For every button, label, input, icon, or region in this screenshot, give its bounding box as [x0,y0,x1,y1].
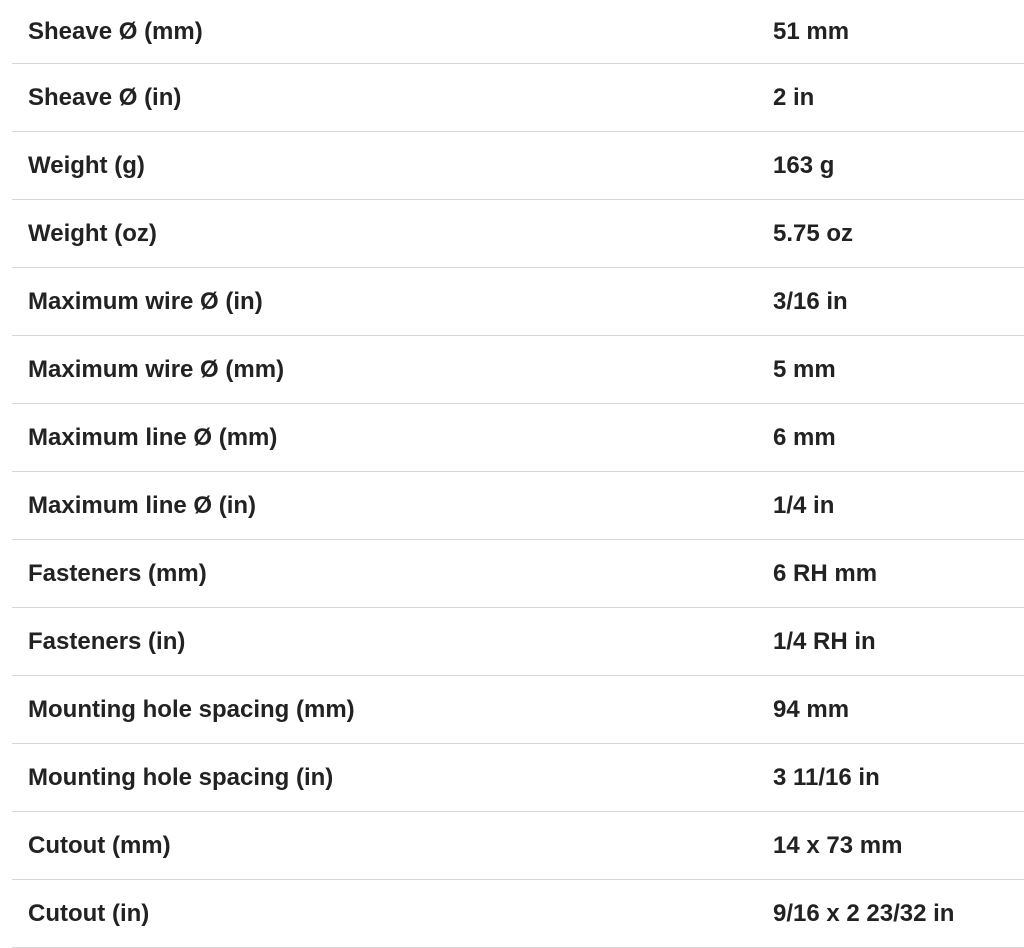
spec-label: Mounting hole spacing (in) [28,763,334,791]
spec-row-max-line-diameter-mm [12,404,1024,472]
spec-label: Maximum wire Ø (in) [28,287,263,315]
spec-row-weight-oz [12,200,1024,268]
spec-label: Maximum wire Ø (mm) [28,355,285,383]
spec-value: 94 mm [773,695,850,723]
spec-row-cutout-mm [12,812,1024,880]
spec-value: 51 mm [773,17,850,45]
spec-value: 3/16 in [773,287,848,315]
spec-label: Weight (oz) [28,219,157,247]
spec-label: Fasteners (in) [28,627,186,655]
spec-row-weight-g [12,132,1024,200]
spec-value: 3 11/16 in [773,763,880,791]
spec-value: 6 mm [773,423,836,451]
spec-value: 163 g [773,151,835,179]
spec-value: 1/4 RH in [773,627,876,655]
spec-label: Sheave Ø (mm) [28,17,203,45]
spec-label: Maximum line Ø (in) [28,491,257,519]
specifications-table [12,0,1024,948]
spec-value: 1/4 in [773,491,835,519]
spec-row-fasteners-in [12,608,1024,676]
spec-row-max-wire-diameter-mm [12,336,1024,404]
spec-label: Fasteners (mm) [28,559,207,587]
spec-label: Weight (g) [28,151,145,179]
spec-value: 5 mm [773,355,836,383]
spec-value: 9/16 x 2 23/32 in [773,899,955,927]
spec-label: Mounting hole spacing (mm) [28,695,355,723]
spec-row-max-wire-diameter-in [12,268,1024,336]
spec-row-cutout-in [12,880,1024,948]
spec-value: 14 x 73 mm [773,831,903,859]
spec-label: Cutout (mm) [28,831,171,859]
spec-value: 5.75 oz [773,219,854,247]
spec-value: 2 in [773,83,815,111]
spec-row-mounting-hole-spacing-mm [12,676,1024,744]
spec-row-max-line-diameter-in [12,472,1024,540]
spec-label: Sheave Ø (in) [28,83,182,111]
spec-label: Cutout (in) [28,899,150,927]
spec-row-mounting-hole-spacing-in [12,744,1024,812]
spec-row-fasteners-mm [12,540,1024,608]
spec-row-sheave-diameter-in [12,64,1024,132]
spec-value: 6 RH mm [773,559,878,587]
spec-label: Maximum line Ø (mm) [28,423,278,451]
spec-row-sheave-diameter-mm [12,0,1024,64]
